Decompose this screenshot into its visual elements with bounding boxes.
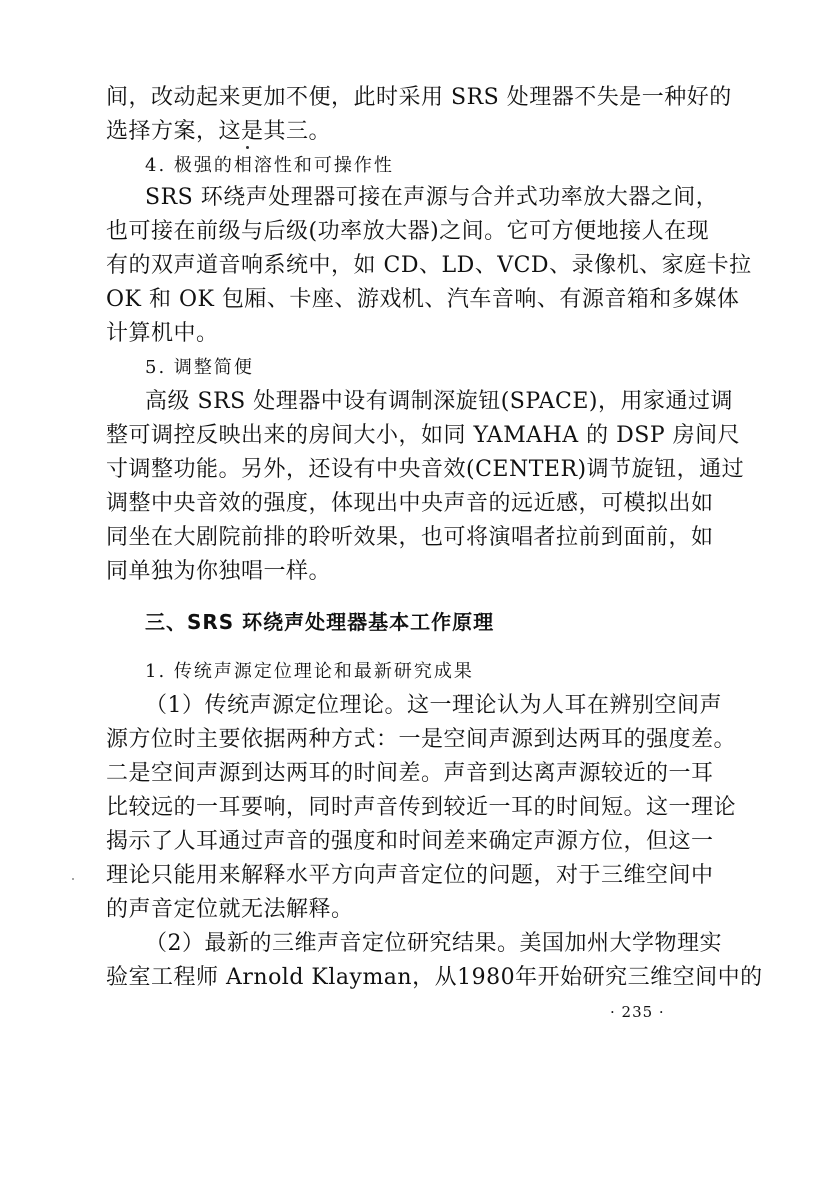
text-line: 高级 SRS 处理器中设有调制深旋钮(SPACE)，用家通过调: [145, 389, 733, 414]
text-line: 调整中央音效的强度，体现出中央声音的远近感，可模拟出如: [106, 491, 714, 516]
section-heading: 三、SRS 环绕声处理器基本工作原理: [145, 610, 495, 634]
text-line: OK 和 OK 包厢、卡座、游戏机、汽车音响、有源音箱和多媒体: [106, 287, 740, 312]
text-line: 也可接在前级与后级(功率放大器)之间。它可方便地接人在现: [106, 219, 710, 244]
text-line: SRS 环绕声处理器可接在声源与合并式功率放大器之间，: [145, 185, 719, 210]
text-line: 间，改动起来更加不便，此时采用 SRS 处理器不失是一种好的: [106, 85, 732, 110]
text-line: 源方位时主要依据两种方式：一是空间声源到达两耳的强度差。: [106, 727, 737, 752]
print-speck: [72, 878, 74, 880]
text-line: （2）最新的三维声音定位研究结果。美国加州大学物理实: [145, 931, 722, 956]
text-line: 揭示了人耳通过声音的强度和时间差来确定声源方位，但这一: [106, 829, 714, 854]
text-line: 理论只能用来解释水平方向声音定位的问题，对于三维空间中: [106, 863, 714, 888]
text-line: 验室工程师 Arnold Klayman，从1980年开始研究三维空间中的: [106, 965, 763, 990]
text-line: 二是空间声源到达两耳的时间差。声音到达离声源较近的一耳: [106, 761, 714, 786]
text-line: （1）传统声源定位理论。这一理论认为人耳在辨别空间声: [145, 693, 722, 718]
text-line: 计算机中。: [106, 321, 219, 346]
text-line: 同单独为你独唱一样。: [106, 559, 332, 584]
text-line: 的声音定位就无法解释。: [106, 897, 354, 922]
item-heading: 1. 传统声源定位理论和最新研究成果: [145, 661, 474, 682]
page-number: · 235 ·: [610, 1003, 665, 1021]
text-line: 同坐在大剧院前排的聆听效果，也可将演唱者拉前到面前，如: [106, 525, 714, 550]
item-heading: 5. 调整简便: [145, 357, 254, 378]
text-line: 整可调控反映出来的房间大小，如同 YAMAHA 的 DSP 房间尺: [106, 423, 741, 448]
item-heading: 4. 极强的相溶性和可操作性: [145, 155, 394, 176]
text-line: 有的双声道音响系统中，如 CD、LD、VCD、录像机、家庭卡拉: [106, 253, 752, 278]
print-speck: [246, 146, 249, 149]
text-line: 选择方案，这是其三。: [106, 119, 332, 144]
text-line: 比较远的一耳要响，同时声音传到较近一耳的时间短。这一理论: [106, 795, 737, 820]
text-line: 寸调整功能。另外，还设有中央音效(CENTER)调节旋钮，通过: [106, 457, 745, 482]
